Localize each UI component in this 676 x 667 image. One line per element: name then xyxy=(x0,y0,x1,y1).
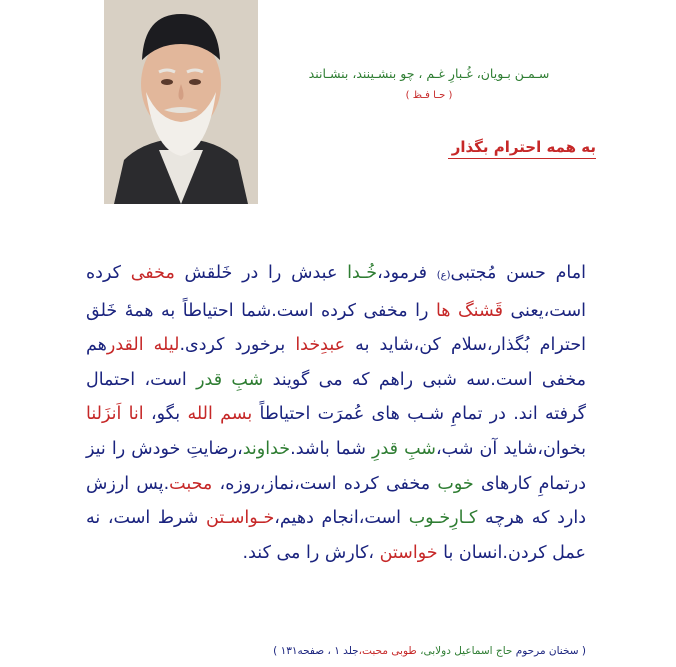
text-segment: مخفی کرده است،نماز،روزه، xyxy=(212,473,438,494)
portrait-photo xyxy=(104,0,258,204)
highlight-red: لیله القدر xyxy=(106,335,180,356)
highlight-green: خوب xyxy=(437,473,474,494)
highlight-green: شبِ قدرِ xyxy=(372,438,436,459)
text-segment: را مخفی کرده است.شما احتیاطاً به همهٔ خَلق احترام بُگذار،سلام کن،شاید به xyxy=(86,300,586,356)
text-segment: امام حسن مُجتبی xyxy=(450,263,586,283)
text-segment: هم مخفی است.سه شبی راهم که می گویند xyxy=(86,335,586,390)
source-citation xyxy=(210,645,586,657)
highlight-red: خـواسـتن xyxy=(206,508,275,529)
text-segment: برخورد کردی. xyxy=(179,335,296,356)
portrait-illustration xyxy=(104,0,258,204)
highlight-red: مخفی xyxy=(130,263,175,283)
text-segment: شما باشد. xyxy=(290,438,373,459)
highlight-red: عبدِخدا xyxy=(295,335,346,356)
highlight-red: انا اَنزَلنا xyxy=(86,404,144,425)
text-segment: بگو، xyxy=(143,404,188,425)
citation-part: ( سخنان مرحوم xyxy=(512,645,586,657)
text-segment: است، احتمال گرفته اند. در تمامِ شـب های عُمرَت احتیاطاً xyxy=(86,369,587,425)
text-segment: شرط است، نه عمل کردن.انسان با xyxy=(86,508,586,563)
highlight-red: بسم الله xyxy=(187,404,253,425)
page-title: به همه احترام بگذار xyxy=(448,138,596,159)
text-segment: است،انجام دهیم، xyxy=(274,508,409,529)
text-segment: عبدش را در خَلقش xyxy=(174,263,348,283)
text-segment: بخوان،شاید آن شب، xyxy=(435,438,586,459)
highlight-green: خُـدا xyxy=(347,263,378,283)
highlight-red: خواستن xyxy=(379,542,438,563)
text-segment: فرمود، xyxy=(377,263,437,283)
main-text xyxy=(86,256,586,570)
citation-book: طوبی محبت، xyxy=(358,645,421,657)
text-segment: ،کارش را می کند. xyxy=(242,542,380,563)
citation-page: جلد ۱ ، صفحه۱۳۱ ) xyxy=(273,645,359,657)
poet-name: ( حـا فـظ ) xyxy=(405,90,453,101)
text-segment: (ع) xyxy=(436,270,451,281)
citation-author: حاج اسماعیل دولابی، xyxy=(420,645,513,657)
text-segment: کرده است،یعنی xyxy=(86,263,587,321)
highlight-green: شبِ قدر xyxy=(196,369,264,390)
poem-verse: سـمـن بـویان، غُـبارِ غـم ، چو بنشـینند، بنشـانند xyxy=(308,66,550,81)
text-segment: .پس ارزش دارد که هرچه xyxy=(86,473,586,529)
highlight-green: خداوند xyxy=(242,438,291,459)
text-segment: ،رضایتِ خودش را نیز درتمامِ کارهای xyxy=(86,438,586,494)
highlight-red: محبت xyxy=(169,473,213,494)
highlight-green: کـارِخـوب xyxy=(408,508,478,529)
highlight-red: قَشنگ ها xyxy=(435,300,503,321)
